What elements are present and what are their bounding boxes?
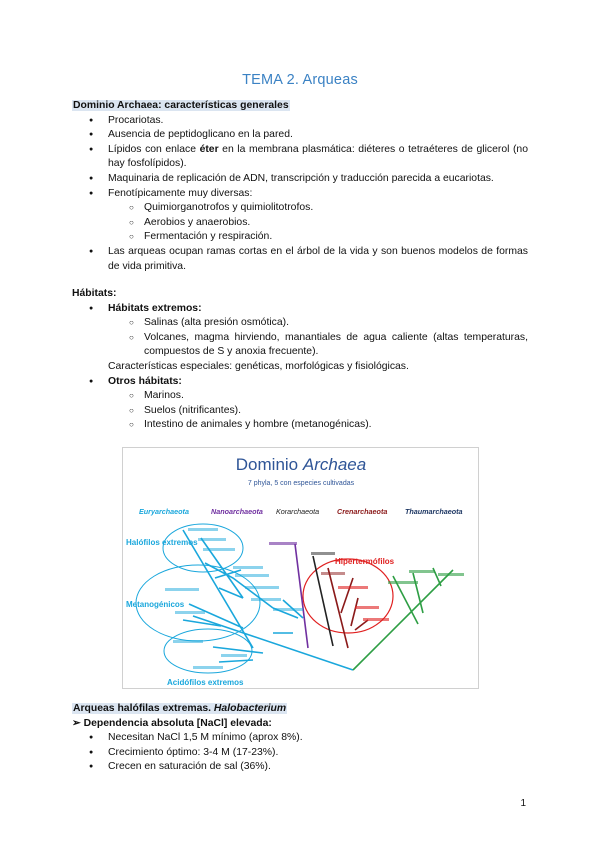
phylum-label: Thaumarchaeota <box>405 507 463 516</box>
group-label: Acidófilos extremos <box>167 678 244 687</box>
nanoarchaeota-branch <box>295 544 308 648</box>
list-item <box>72 143 528 172</box>
list-item: ● Procariotas. <box>72 114 528 129</box>
list-item: ● Hábitats extremos: <box>72 302 528 317</box>
subheading: ➢ Dependencia absoluta [NaCl] elevada: <box>72 717 272 729</box>
korarchaeota-branch <box>313 556 333 646</box>
section-heading: Hábitats: <box>72 288 117 299</box>
phylogenetic-tree <box>123 448 480 690</box>
list-item: ● Ausencia de peptidoglicano en la pared. <box>72 128 528 143</box>
figure-subtitle: 7 phyla, 5 con especies cultivadas <box>247 480 355 487</box>
sub-list-item: ○ Fermentación y respiración. <box>72 230 528 245</box>
archaea-tree-figure <box>122 447 479 689</box>
sub-list-item: ○ Aerobios y anaerobios. <box>72 216 528 231</box>
list-item: ● Las arqueas ocupan ramas cortas en el árbol de la vida y son buenos modelos de formas de vida primitiva. <box>72 245 528 274</box>
list-item: ● Otros hábitats: <box>72 375 528 390</box>
sub-list-item: ○ Intestino de animales y hombre (metanogénicas). <box>72 418 528 433</box>
section-habitats <box>72 287 528 433</box>
heading-italic: Halobacterium <box>213 703 287 714</box>
text: Lípidos con enlace <box>108 143 200 155</box>
list-item: ● Necesitan NaCl 1,5 M mínimo (aprox 8%). <box>72 731 528 746</box>
group-label: Metanogénicos <box>126 600 185 609</box>
sub-list-item: ○ Quimiorganotrofos y quimiolitotrofos. <box>72 201 528 216</box>
list-item: ● Crecen en saturación de sal (36%). <box>72 760 528 775</box>
text: en la membrana plasmática: diéteres o tetraéteres de glicerol (no hay fosfolípidos). <box>108 143 528 170</box>
section-heading <box>72 703 287 714</box>
sub-list-item: ○ Salinas (alta presión osmótica). <box>72 316 528 331</box>
phylum-label: Nanoarchaeota <box>211 507 263 516</box>
group-label: Halófilos extremos <box>126 538 198 547</box>
page-title: TEMA 2. Arqueas <box>242 72 358 88</box>
section-general <box>72 99 528 274</box>
bold-text: éter <box>199 143 219 155</box>
heading-text: Arqueas halófilas extremas. <box>73 703 214 714</box>
list-item: ● Fenotípicamente muy diversas: <box>72 187 528 202</box>
list-item: ● Crecimiento óptimo: 3-4 M (17-23%). <box>72 746 528 761</box>
phylum-label: Korarchaeota <box>276 507 320 516</box>
phylum-label: Crenarchaeota <box>337 507 388 516</box>
figure-title: Dominio Archaea <box>235 455 367 474</box>
page-number: 1 <box>520 798 526 809</box>
sub-list-item: ○ Volcanes, magma hirviendo, manantiales de agua caliente (altas temperaturas, compuestos de S y anoxia frecuente). <box>72 331 528 360</box>
sub-list-item: ○ Suelos (nitrificantes). <box>72 404 528 419</box>
phylum-label: Euryarchaeota <box>139 507 189 516</box>
section-heading: Dominio Archaea: características generales <box>73 100 289 111</box>
list-item: ● Maquinaria de replicación de ADN, transcripción y traducción parecida a eucariotas. <box>72 172 528 187</box>
section-halophiles <box>72 702 528 775</box>
sub-list-item: ○ Marinos. <box>72 389 528 404</box>
group-label: Hipertermófilos <box>335 557 395 566</box>
special-text: Características especiales: genéticas, morfológicas y fisiológicas. <box>108 360 409 372</box>
